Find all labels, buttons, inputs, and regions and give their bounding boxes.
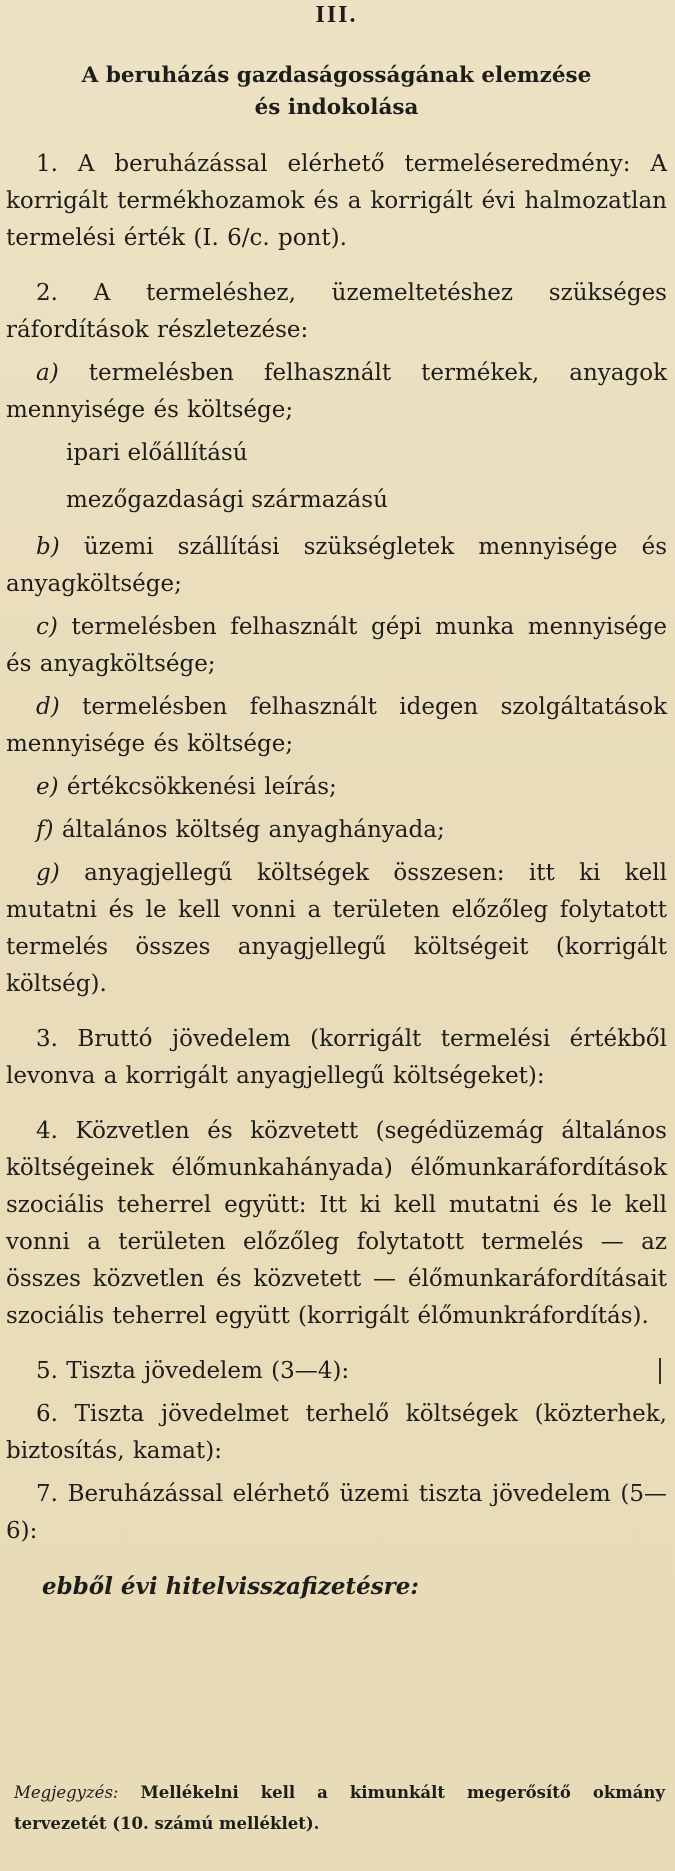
item-1: 1. A beruházással elérhető termeléseredmény: A korrigált termékhozamok és a korrigált évi halmozatlan termelési érték (I. 6/c. pont). xyxy=(6,151,667,251)
item-4: 4. Közvetlen és közvetett (segédüzemág általános költségeinek élőmunkahányada) élőmunkaráfordítások szociális teherrel együtt: Itt ki kell mutatni és le kell vonni a területen előzőleg folytatott termelés — az összes közvetlen és közvetett — élőmunkaráfordításait szociális teherrel együtt (korrigált élőmunkráfordítás). xyxy=(6,1118,667,1329)
item-2a-sub-agricultural: mezőgazdasági származású xyxy=(66,487,388,513)
item-2f-label: f) xyxy=(36,817,54,843)
item-2f-text: általános költség anyaghányada; xyxy=(61,817,445,843)
item-2b xyxy=(6,529,667,603)
item-2: 2. A termeléshez, üzemeltetéshez szükséges ráfordítások részletezése: xyxy=(6,280,667,343)
item-2b-text: üzemi szállítási szükségletek mennyisége és anyagköltsége; xyxy=(6,534,668,597)
footnote-label: Megjegyzés: xyxy=(14,1783,119,1802)
item-2e-label: e) xyxy=(36,774,59,800)
title-line-1: A beruházás gazdaságosságának elemzése xyxy=(81,63,592,88)
item-2f xyxy=(6,812,667,849)
title-line-2: és indokolása xyxy=(254,95,419,120)
item-2c-label: c) xyxy=(36,614,58,640)
item-2e xyxy=(6,769,667,806)
item-2g-text: anyagjellegű költségek összesen: itt ki kell mutatni és le kell vonni a területen előzőleg folytatott termelés összes anyagjellegű költségeit (korrigált költség). xyxy=(6,860,668,997)
section-number: III. xyxy=(315,2,358,28)
item-2g xyxy=(6,855,667,1003)
item-7: 7. Beruházással elérhető üzemi tiszta jövedelem (5—6): xyxy=(6,1481,667,1544)
margin-mark xyxy=(659,1358,661,1384)
item-2a-sub-industrial: ipari előállítású xyxy=(66,440,248,466)
item-2d xyxy=(6,689,667,763)
item-6: 6. Tiszta jövedelmet terhelő költségek (közterhek, biztosítás, kamat): xyxy=(6,1401,667,1464)
item-2b-label: b) xyxy=(36,534,60,560)
item-2c xyxy=(6,609,667,683)
item-7-sub: ebből évi hitelvisszafizetésre: xyxy=(42,1573,419,1600)
section-title xyxy=(6,60,667,124)
item-5: 5. Tiszta jövedelem (3—4): xyxy=(36,1358,350,1384)
item-2e-text: értékcsökkenési leírás; xyxy=(66,774,337,800)
item-2g-label: g) xyxy=(36,860,60,886)
item-2d-text: termelésben felhasznált idegen szolgáltatások mennyisége és költsége; xyxy=(6,694,667,757)
item-2a-label: a) xyxy=(36,360,59,386)
footnote-text: Mellékelni kell a kimunkált megerősítő okmány tervezetét (10. számú melléklet). xyxy=(14,1783,665,1833)
item-2c-text: termelésben felhasznált gépi munka mennyisége és anyagköltsége; xyxy=(6,614,667,677)
item-2d-label: d) xyxy=(36,694,60,720)
item-3: 3. Bruttó jövedelem (korrigált termelési értékből levonva a korrigált anyagjellegű költségeket): xyxy=(6,1026,667,1089)
item-2a-text: termelésben felhasznált termékek, anyagok mennyisége és költsége; xyxy=(6,360,668,423)
item-2a xyxy=(6,355,667,429)
footnote xyxy=(14,1777,665,1839)
